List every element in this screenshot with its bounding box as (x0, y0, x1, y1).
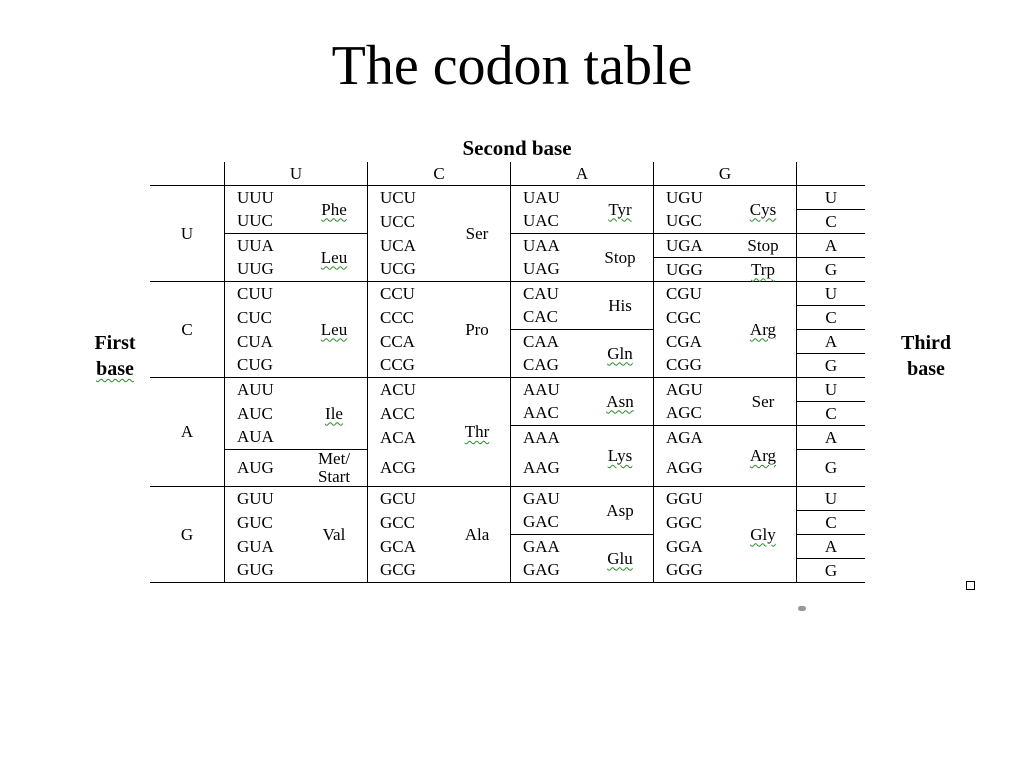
codon-cell: UGA (654, 234, 731, 258)
amino-acid-cell: His (587, 282, 654, 330)
first-base-label (82, 330, 148, 382)
codon-cell: GGG (654, 559, 731, 583)
third-base-cell: C (797, 306, 866, 330)
col-header-g: G (654, 162, 797, 186)
codon-cell: UCG (368, 258, 445, 282)
codon-cell: UCA (368, 234, 445, 258)
third-base-cell: C (797, 511, 866, 535)
codon-cell: ACA (368, 426, 445, 450)
codon-cell: GAC (511, 511, 588, 535)
codon-cell: UAA (511, 234, 588, 258)
codon-cell: CGU (654, 282, 731, 306)
codon-cell: UCC (368, 210, 445, 234)
codon-cell: CAA (511, 330, 588, 354)
first-base-label-line2: base (96, 358, 134, 380)
third-base-cell: A (797, 426, 866, 450)
third-base-cell: U (797, 186, 866, 210)
amino-acid-cell: Stop (587, 234, 654, 282)
amino-acid-cell: Leu (301, 234, 368, 282)
codon-cell: UAU (511, 186, 588, 210)
amino-acid-cell: Trp (751, 259, 775, 279)
codon-cell: GUU (225, 487, 302, 511)
amino-acid-cell: Glu (587, 535, 654, 583)
codon-cell: GCA (368, 535, 445, 559)
third-base-label (890, 330, 962, 382)
amino-acid-cell: Asp (587, 487, 654, 535)
codon-cell: AUA (225, 426, 302, 450)
amino-acid-cell: Thr (444, 378, 511, 487)
col-header-a: A (511, 162, 654, 186)
amino-acid-cell: Arg (730, 426, 797, 487)
codon-cell: AAA (511, 426, 588, 450)
codon-table (150, 162, 865, 583)
codon-cell: CGC (654, 306, 731, 330)
codon-cell: AGU (654, 378, 731, 402)
third-base-cell: U (797, 282, 866, 306)
third-base-cell: G (797, 450, 866, 487)
codon-cell: UCU (368, 186, 445, 210)
codon-cell: CCC (368, 306, 445, 330)
codon-cell: ACG (368, 450, 445, 487)
codon-cell: GCC (368, 511, 445, 535)
amino-acid-cell: Tyr (587, 186, 654, 234)
codon-cell: CUG (225, 354, 302, 378)
codon-cell: CGG (654, 354, 731, 378)
codon-cell: UAG (511, 258, 588, 282)
codon-cell: GUG (225, 559, 302, 583)
small-square-marker (966, 581, 975, 590)
col-header-c: C (368, 162, 511, 186)
table-row (150, 282, 865, 306)
amino-acid-cell: Leu (301, 282, 368, 378)
amino-acid-cell: Stop (730, 234, 797, 258)
amino-acid-cell: Asn (587, 378, 654, 426)
codon-cell: AGA (654, 426, 731, 450)
codon-cell: CAC (511, 306, 588, 330)
amino-acid-cell: Arg (730, 282, 797, 378)
codon-cell: AUC (225, 402, 302, 426)
codon-cell: GGC (654, 511, 731, 535)
codon-cell: GGA (654, 535, 731, 559)
third-base-cell: G (797, 559, 866, 583)
codon-cell: UUA (225, 234, 302, 258)
first-base-c: C (150, 282, 225, 378)
small-speck-marker (798, 606, 806, 611)
codon-cell: GAA (511, 535, 588, 559)
codon-cell: CAG (511, 354, 588, 378)
codon-cell: AAG (511, 450, 588, 487)
amino-acid-cell: Ser (730, 378, 797, 426)
codon-cell: AGC (654, 402, 731, 426)
third-base-cell: C (797, 402, 866, 426)
codon-cell: CAU (511, 282, 588, 306)
third-base-cell: A (797, 234, 866, 258)
codon-cell: CCG (368, 354, 445, 378)
codon-cell: AAU (511, 378, 588, 402)
codon-cell: CUA (225, 330, 302, 354)
codon-cell: ACC (368, 402, 445, 426)
codon-cell: UGG (654, 258, 731, 282)
codon-cell: CUU (225, 282, 302, 306)
codon-cell: GUA (225, 535, 302, 559)
third-base-label-line2: base (907, 358, 945, 380)
amino-acid-cell: Gly (730, 487, 797, 583)
codon-cell: UGC (654, 210, 731, 234)
table-row (150, 378, 865, 402)
third-base-cell: U (797, 378, 866, 402)
codon-cell: UUG (225, 258, 302, 282)
third-base-cell: G (797, 258, 866, 282)
amino-acid-cell: Gln (587, 330, 654, 378)
codon-cell: AGG (654, 450, 731, 487)
codon-cell: UGU (654, 186, 731, 210)
second-base-label: Second base (462, 136, 572, 160)
codon-cell: GUC (225, 511, 302, 535)
codon-cell: GAU (511, 487, 588, 511)
codon-cell: CUC (225, 306, 302, 330)
codon-cell: GAG (511, 559, 588, 583)
first-base-u: U (150, 186, 225, 282)
codon-cell: CCU (368, 282, 445, 306)
third-base-cell: A (797, 330, 866, 354)
slide-title: The codon table (331, 35, 693, 97)
amino-acid-cell: Ile (301, 378, 368, 450)
codon-cell: AUG (225, 450, 302, 487)
column-header-row (150, 162, 865, 186)
codon-cell: ACU (368, 378, 445, 402)
amino-acid-cell (301, 450, 368, 487)
table-row (150, 487, 865, 511)
codon-cell: AAC (511, 402, 588, 426)
amino-acid-cell: Cys (730, 186, 797, 234)
start-label: Start (317, 467, 351, 486)
codon-cell: CCA (368, 330, 445, 354)
third-base-label-line1: Third (900, 332, 952, 354)
codon-cell: UAC (511, 210, 588, 234)
first-base-g: G (150, 487, 225, 583)
first-base-label-line1: First (94, 332, 136, 354)
third-base-cell: C (797, 210, 866, 234)
amino-acid-cell: Phe (301, 186, 368, 234)
amino-acid-cell: Pro (444, 282, 511, 378)
third-base-cell: G (797, 354, 866, 378)
codon-cell: GCG (368, 559, 445, 583)
codon-cell: UUU (225, 186, 302, 210)
codon-cell: UUC (225, 210, 302, 234)
third-base-cell: U (797, 487, 866, 511)
amino-acid-cell: Ser (444, 186, 511, 282)
third-base-cell: A (797, 535, 866, 559)
table-row (150, 186, 865, 210)
codon-cell: AUU (225, 378, 302, 402)
codon-cell: GCU (368, 487, 445, 511)
first-base-a: A (150, 378, 225, 487)
amino-acid-cell: Ala (444, 487, 511, 583)
codon-cell: CGA (654, 330, 731, 354)
amino-acid-cell: Lys (587, 426, 654, 487)
codon-cell: GGU (654, 487, 731, 511)
col-header-u: U (225, 162, 368, 186)
met-label: Met/ (317, 449, 351, 468)
amino-acid-cell: Val (301, 487, 368, 583)
